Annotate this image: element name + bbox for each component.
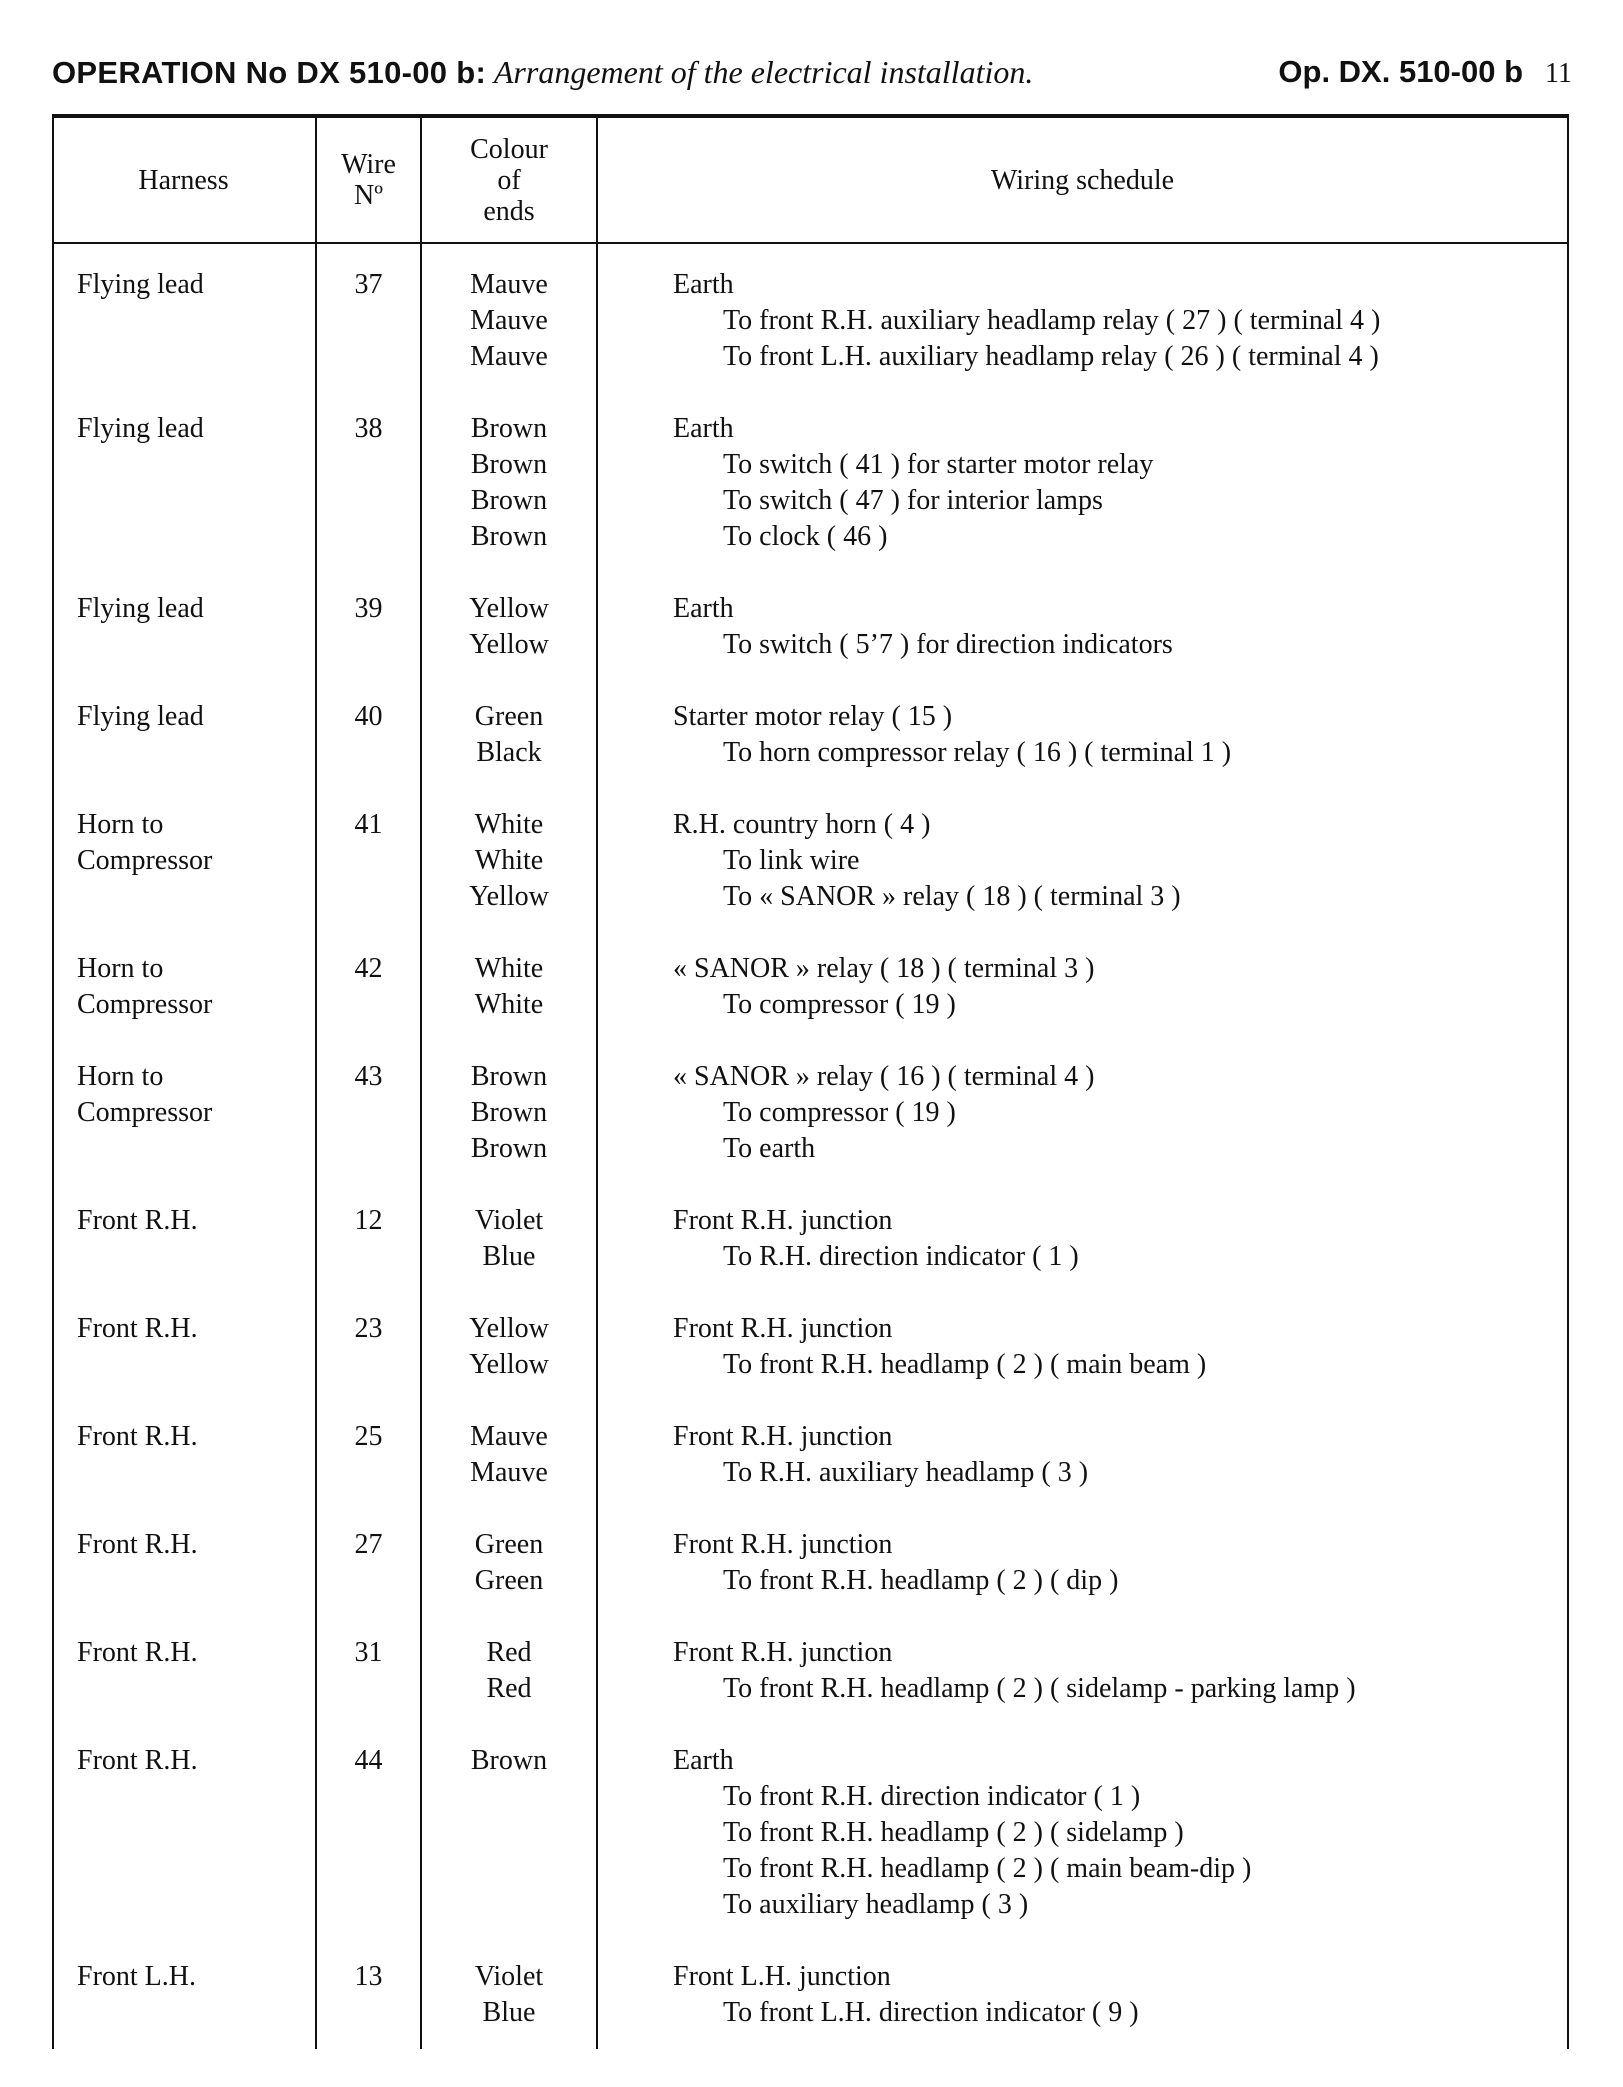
schedule-origin: « SANOR » relay ( 16 ) ( terminal 4 ) — [673, 1061, 1095, 1092]
schedule-destination: To earth — [723, 1133, 816, 1164]
schedule-destination: To front R.H. direction indicator ( 1 ) — [723, 1781, 1141, 1812]
colour-of-end: Yellow — [469, 1313, 549, 1344]
colour-of-end: Yellow — [469, 629, 549, 660]
operation-code: Op. DX. 510-00 b — [1278, 54, 1524, 89]
column-header-wire-line: Nº — [354, 180, 383, 211]
schedule-destination: To compressor ( 19 ) — [723, 989, 956, 1020]
harness-cell — [52, 1743, 316, 1779]
colour-of-end: Brown — [470, 1745, 548, 1776]
colour-cell — [421, 1059, 597, 1167]
table-row — [52, 1743, 1569, 1923]
colour-cell — [421, 591, 597, 663]
colour-cell — [421, 1959, 597, 2031]
harness-name: Compressor — [77, 989, 213, 1020]
harness-cell — [52, 591, 316, 627]
colour-cell — [421, 1203, 597, 1275]
wire-number-cell: 43 — [354, 1061, 383, 1092]
harness-cell — [52, 807, 316, 879]
harness-name: Front R.H. — [77, 1205, 198, 1236]
colour-of-end: Brown — [470, 1133, 548, 1164]
page-header — [52, 52, 1572, 96]
colour-cell — [421, 699, 597, 771]
schedule-cell — [597, 1743, 1569, 1923]
wire-number-cell: 23 — [354, 1313, 383, 1344]
schedule-cell — [597, 1527, 1569, 1599]
table-row — [52, 267, 1569, 375]
schedule-cell — [597, 699, 1569, 771]
colour-of-end: Mauve — [470, 269, 548, 300]
colour-of-end: Brown — [470, 521, 548, 552]
table-row — [52, 1419, 1569, 1491]
schedule-destination: To clock ( 46 ) — [723, 521, 888, 552]
harness-cell — [52, 699, 316, 735]
colour-of-end: Brown — [470, 1061, 548, 1092]
colour-of-end: Mauve — [470, 1421, 548, 1452]
schedule-cell — [597, 1311, 1569, 1383]
colour-cell — [421, 1311, 597, 1383]
colour-cell — [421, 411, 597, 555]
column-header-wire — [317, 118, 420, 242]
colour-of-end: Mauve — [470, 305, 548, 336]
colour-of-end: Brown — [470, 485, 548, 516]
schedule-destination: To switch ( 41 ) for starter motor relay — [723, 449, 1154, 480]
colour-of-end: Brown — [470, 1097, 548, 1128]
harness-cell — [52, 1311, 316, 1347]
schedule-destination: To link wire — [723, 845, 860, 876]
harness-name: Horn to — [77, 953, 164, 984]
colour-cell — [421, 1743, 597, 1779]
colour-cell — [421, 951, 597, 1023]
wire-number-cell: 13 — [354, 1961, 383, 1992]
harness-cell — [52, 951, 316, 1023]
colour-of-end: White — [474, 989, 544, 1020]
schedule-destination: To horn compressor relay ( 16 ) ( terminal 1 ) — [723, 737, 1232, 768]
header-reference — [1278, 52, 1572, 98]
table-row — [52, 1203, 1569, 1275]
table-row — [52, 1635, 1569, 1707]
schedule-cell — [597, 591, 1569, 663]
schedule-origin: R.H. country horn ( 4 ) — [673, 809, 931, 840]
harness-name: Front L.H. — [77, 1961, 196, 1992]
wire-number-cell: 39 — [354, 593, 383, 624]
colour-of-end: Black — [476, 737, 542, 768]
colour-cell — [421, 807, 597, 915]
colour-of-end: Yellow — [469, 593, 549, 624]
harness-name: Horn to — [77, 809, 164, 840]
schedule-cell — [597, 807, 1569, 915]
harness-name: Front R.H. — [77, 1637, 198, 1668]
column-header-harness-line: Harness — [138, 164, 229, 196]
header-title — [52, 52, 1033, 93]
harness-cell — [52, 1959, 316, 1995]
harness-name: Compressor — [77, 1097, 213, 1128]
operation-number: OPERATION No DX 510-00 b: — [52, 55, 487, 90]
column-header-colour-line: ends — [483, 195, 535, 227]
schedule-cell — [597, 1203, 1569, 1275]
table-row — [52, 1311, 1569, 1383]
wire-number-cell: 44 — [354, 1745, 383, 1776]
column-header-wire-line: Wire — [341, 149, 396, 180]
colour-of-end: Brown — [470, 449, 548, 480]
column-header-colour-line: of — [497, 164, 521, 196]
schedule-cell — [597, 1059, 1569, 1167]
schedule-cell — [597, 267, 1569, 375]
column-header-colour-line: Colour — [470, 133, 548, 165]
page-number: 11 — [1545, 58, 1572, 89]
colour-of-end: Red — [486, 1673, 532, 1704]
harness-name: Flying lead — [77, 701, 204, 732]
table-row — [52, 1959, 1569, 2031]
column-header-harness — [52, 118, 315, 242]
harness-name: Front R.H. — [77, 1421, 198, 1452]
colour-of-end: Violet — [474, 1961, 544, 1992]
table-row — [52, 1059, 1569, 1167]
colour-of-end: Blue — [482, 1997, 536, 2028]
table-body — [52, 267, 1569, 2067]
schedule-origin: Earth — [673, 269, 734, 300]
harness-cell — [52, 1059, 316, 1131]
harness-cell — [52, 1635, 316, 1671]
column-header-colour — [422, 118, 596, 242]
schedule-cell — [597, 1419, 1569, 1491]
wiring-table — [52, 114, 1569, 2049]
wire-number-cell: 38 — [354, 413, 383, 444]
schedule-origin: Front R.H. junction — [673, 1421, 893, 1452]
harness-name: Front R.H. — [77, 1313, 198, 1344]
wire-number-cell: 42 — [354, 953, 383, 984]
schedule-origin: Front L.H. junction — [673, 1961, 891, 1992]
schedule-cell — [597, 1959, 1569, 2031]
colour-of-end: White — [474, 953, 544, 984]
harness-name: Flying lead — [77, 269, 204, 300]
schedule-destination: To front L.H. direction indicator ( 9 ) — [723, 1997, 1139, 2028]
wire-number-cell: 41 — [354, 809, 383, 840]
schedule-origin: Earth — [673, 1745, 734, 1776]
schedule-destination: To « SANOR » relay ( 18 ) ( terminal 3 ) — [723, 881, 1181, 912]
schedule-origin: Front R.H. junction — [673, 1637, 893, 1668]
harness-name: Compressor — [77, 845, 213, 876]
colour-of-end: Mauve — [470, 1457, 548, 1488]
colour-cell — [421, 267, 597, 375]
schedule-destination: To front R.H. headlamp ( 2 ) ( sidelamp ) — [723, 1817, 1184, 1848]
colour-of-end: Mauve — [470, 341, 548, 372]
schedule-destination: To front R.H. headlamp ( 2 ) ( main beam ) — [723, 1349, 1207, 1380]
harness-cell — [52, 267, 316, 303]
schedule-destination: To front L.H. auxiliary headlamp relay ( 26 ) ( terminal 4 ) — [723, 341, 1379, 372]
wire-number-cell: 31 — [354, 1637, 383, 1668]
colour-of-end: Brown — [470, 413, 548, 444]
schedule-origin: Front R.H. junction — [673, 1313, 893, 1344]
colour-of-end: Blue — [482, 1241, 536, 1272]
colour-of-end: White — [474, 845, 544, 876]
colour-of-end: Yellow — [469, 881, 549, 912]
harness-name: Flying lead — [77, 593, 204, 624]
column-header-schedule-line: Wiring schedule — [990, 164, 1175, 196]
harness-cell — [52, 411, 316, 447]
colour-of-end: Green — [474, 701, 544, 732]
harness-name: Front R.H. — [77, 1529, 198, 1560]
header-rule — [52, 242, 1569, 244]
colour-cell — [421, 1419, 597, 1491]
colour-of-end: Green — [474, 1565, 544, 1596]
schedule-destination: To compressor ( 19 ) — [723, 1097, 956, 1128]
colour-of-end: Yellow — [469, 1349, 549, 1380]
harness-cell — [52, 1203, 316, 1239]
schedule-destination: To switch ( 5’7 ) for direction indicators — [723, 629, 1173, 660]
schedule-origin: Earth — [673, 413, 734, 444]
wire-number-cell: 12 — [354, 1205, 383, 1236]
table-row — [52, 591, 1569, 663]
harness-name: Front R.H. — [77, 1745, 198, 1776]
schedule-destination: To front R.H. headlamp ( 2 ) ( main beam-dip ) — [723, 1853, 1252, 1884]
table-row — [52, 951, 1569, 1023]
schedule-origin: Front R.H. junction — [673, 1529, 893, 1560]
colour-of-end: White — [474, 809, 544, 840]
colour-of-end: Green — [474, 1529, 544, 1560]
schedule-destination: To R.H. direction indicator ( 1 ) — [723, 1241, 1079, 1272]
schedule-origin: Front R.H. junction — [673, 1205, 893, 1236]
wire-number-cell: 40 — [354, 701, 383, 732]
harness-name: Horn to — [77, 1061, 164, 1092]
schedule-cell — [597, 411, 1569, 555]
wire-number-cell: 25 — [354, 1421, 383, 1452]
schedule-destination: To front R.H. headlamp ( 2 ) ( dip ) — [723, 1565, 1119, 1596]
colour-of-end: Red — [486, 1637, 532, 1668]
table-row — [52, 807, 1569, 915]
schedule-origin: Earth — [673, 593, 734, 624]
harness-cell — [52, 1527, 316, 1563]
colour-cell — [421, 1527, 597, 1599]
schedule-destination: To front R.H. auxiliary headlamp relay ( 27 ) ( terminal 4 ) — [723, 305, 1381, 336]
schedule-cell — [597, 1635, 1569, 1707]
column-header-schedule — [598, 118, 1567, 242]
wire-number-cell: 37 — [354, 269, 383, 300]
operation-description: Arrangement of the electrical installation. — [493, 54, 1034, 90]
schedule-destination: To auxiliary headlamp ( 3 ) — [723, 1889, 1029, 1920]
table-row — [52, 411, 1569, 555]
schedule-destination: To switch ( 47 ) for interior lamps — [723, 485, 1103, 516]
wire-number-cell: 27 — [354, 1529, 383, 1560]
schedule-cell — [597, 951, 1569, 1023]
schedule-destination: To R.H. auxiliary headlamp ( 3 ) — [723, 1457, 1089, 1488]
colour-cell — [421, 1635, 597, 1707]
colour-of-end: Violet — [474, 1205, 544, 1236]
harness-name: Flying lead — [77, 413, 204, 444]
schedule-origin: « SANOR » relay ( 18 ) ( terminal 3 ) — [673, 953, 1095, 984]
table-row — [52, 1527, 1569, 1599]
harness-cell — [52, 1419, 316, 1455]
schedule-destination: To front R.H. headlamp ( 2 ) ( sidelamp - parking lamp ) — [723, 1673, 1356, 1704]
schedule-origin: Starter motor relay ( 15 ) — [673, 701, 953, 732]
table-row — [52, 699, 1569, 771]
